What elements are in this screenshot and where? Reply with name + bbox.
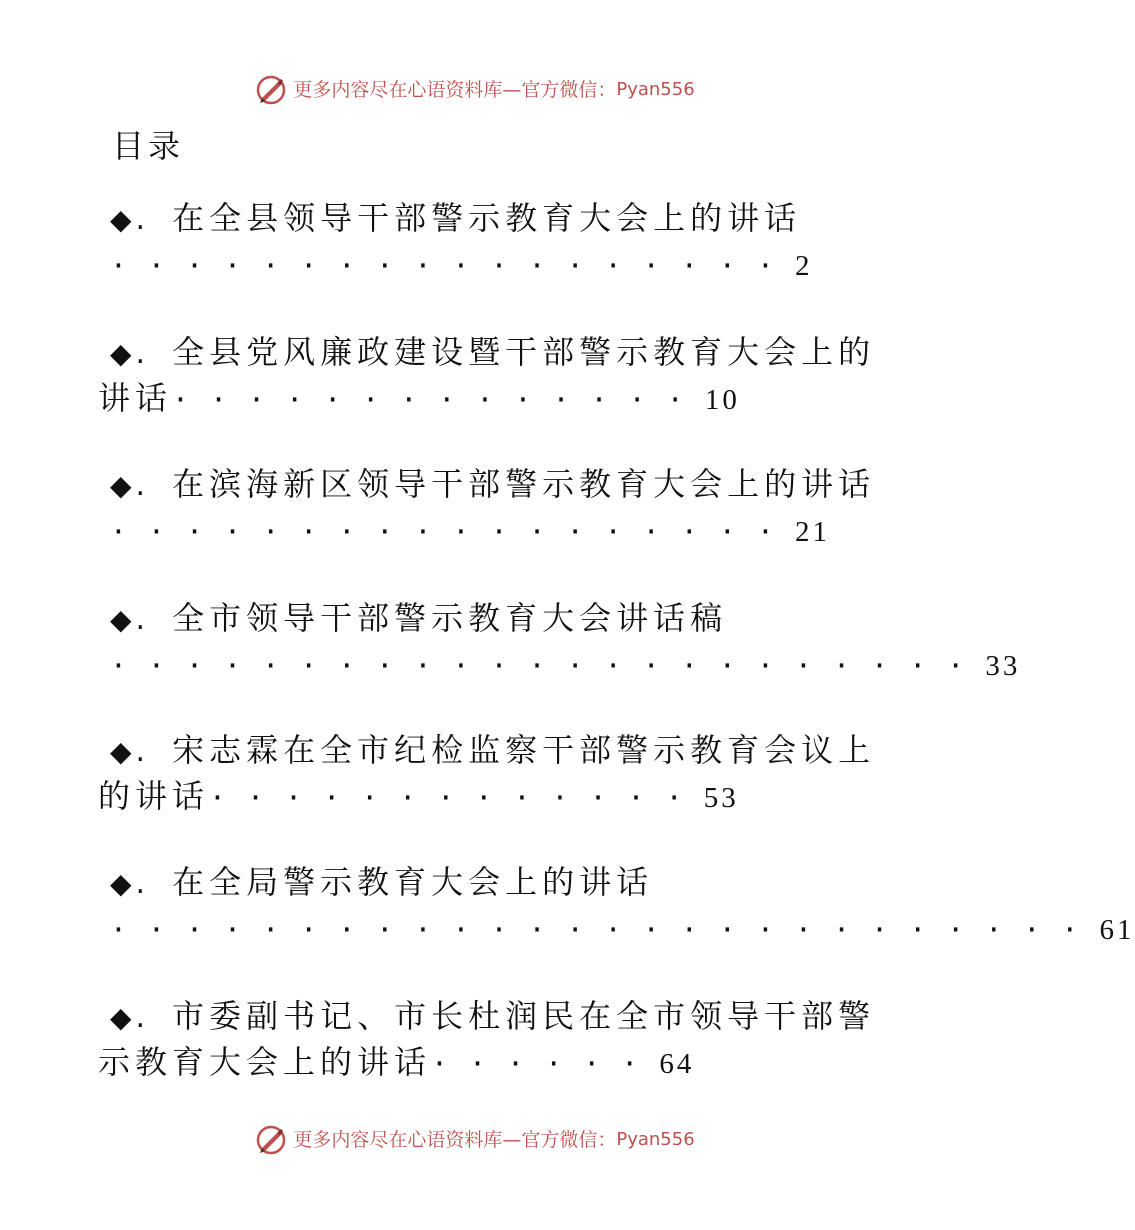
toc-entry-title: 在全县领导干部警示教育大会上的讲话 (172, 199, 802, 237)
toc-dot-leader: ·············· (172, 383, 705, 416)
banner-wechat-label: 官方微信： (521, 1129, 617, 1151)
bullet-separator: . (135, 468, 151, 503)
bullet-separator: . (135, 734, 151, 769)
diamond-bullet-icon: ◆ (110, 469, 132, 502)
toc-page-number: 10 (704, 384, 740, 416)
toc-entry-title: 全县党风廉政建设暨干部警示教育大会上的 (172, 333, 876, 371)
toc-entry-leader-line (98, 508, 858, 554)
toc-entry-leader-line (98, 642, 1021, 688)
toc-dot-leader: ·················· (110, 249, 796, 282)
banner-separator: — (502, 1129, 522, 1151)
toc-entry-title-continuation: 讲话 (98, 379, 173, 417)
toc-dot-leader: ·························· (110, 913, 1100, 946)
toc-title: 目录 (112, 127, 185, 165)
toc-entry-title-line (98, 994, 876, 1040)
toc-entry[interactable] (98, 728, 876, 820)
pen-logo-icon (255, 74, 287, 106)
toc-entry[interactable] (98, 462, 876, 554)
diamond-bullet-icon: ◆ (110, 603, 132, 636)
bullet-separator: . (135, 1000, 151, 1035)
toc-entry-title-line (98, 462, 876, 508)
banner-text: 更多内容尽在心语资料库 (293, 79, 503, 101)
toc-page-number: 64 (659, 1048, 695, 1080)
diamond-bullet-icon: ◆ (110, 735, 132, 768)
toc-page-number: 33 (985, 650, 1021, 682)
banner-text: 更多内容尽在心语资料库 (293, 1129, 503, 1151)
toc-entry-leader-line (98, 376, 858, 422)
diamond-bullet-icon: ◆ (110, 1001, 132, 1034)
toc-entry-title-line (98, 728, 876, 774)
toc-entry-title-line (98, 860, 858, 906)
diamond-bullet-icon: ◆ (110, 203, 132, 236)
toc-entry[interactable] (98, 596, 1021, 688)
toc-entry-leader-line (98, 906, 1135, 952)
toc-page-number: 21 (795, 516, 831, 548)
toc-entry-title-continuation: 示教育大会上的讲话 (98, 1043, 432, 1081)
bullet-separator: . (135, 602, 151, 637)
toc-entry-title: 宋志霖在全市纪检监察干部警示教育会议上 (172, 731, 876, 769)
toc-entry-title: 市委副书记、市长杜润民在全市领导干部警 (172, 997, 876, 1035)
toc-entry[interactable] (98, 860, 1135, 952)
toc-entry-title-line (98, 596, 858, 642)
toc-page-number: 61 (1099, 914, 1135, 946)
banner-separator: — (502, 79, 522, 101)
toc-entry-title-line (98, 196, 858, 242)
bullet-separator: . (135, 866, 151, 901)
toc-dot-leader: ············· (209, 781, 704, 814)
toc-entry[interactable] (98, 330, 876, 422)
toc-page-number: 2 (795, 250, 813, 282)
toc-page-number: 53 (703, 782, 739, 814)
banner-wechat-id: Pyan556 (616, 79, 695, 100)
toc-entry-leader-line (98, 774, 858, 820)
toc-entry-title: 在滨海新区领导干部警示教育大会上的讲话 (172, 465, 876, 503)
toc-entry-title-line (98, 330, 876, 376)
pen-logo-icon (255, 1124, 287, 1156)
toc-entry[interactable] (98, 994, 876, 1086)
diamond-bullet-icon: ◆ (110, 337, 132, 370)
toc-entry-leader-line (98, 1040, 858, 1086)
toc-dot-leader: ······ (431, 1047, 660, 1080)
banner-wechat-label: 官方微信： (521, 79, 617, 101)
banner-wechat-id: Pyan556 (616, 1129, 695, 1150)
bullet-separator: . (135, 202, 151, 237)
toc-entry[interactable] (98, 196, 858, 288)
bullet-separator: . (135, 336, 151, 371)
footer-banner (0, 1124, 950, 1156)
toc-entry-leader-line (98, 242, 858, 288)
toc-dot-leader: ······················· (110, 649, 986, 682)
toc-entry-title: 在全局警示教育大会上的讲话 (172, 863, 654, 901)
header-banner (0, 74, 950, 106)
toc-dot-leader: ·················· (110, 515, 796, 548)
toc-entry-title-continuation: 的讲话 (98, 777, 210, 815)
toc-entry-title: 全市领导干部警示教育大会讲话稿 (172, 599, 728, 637)
diamond-bullet-icon: ◆ (110, 867, 132, 900)
